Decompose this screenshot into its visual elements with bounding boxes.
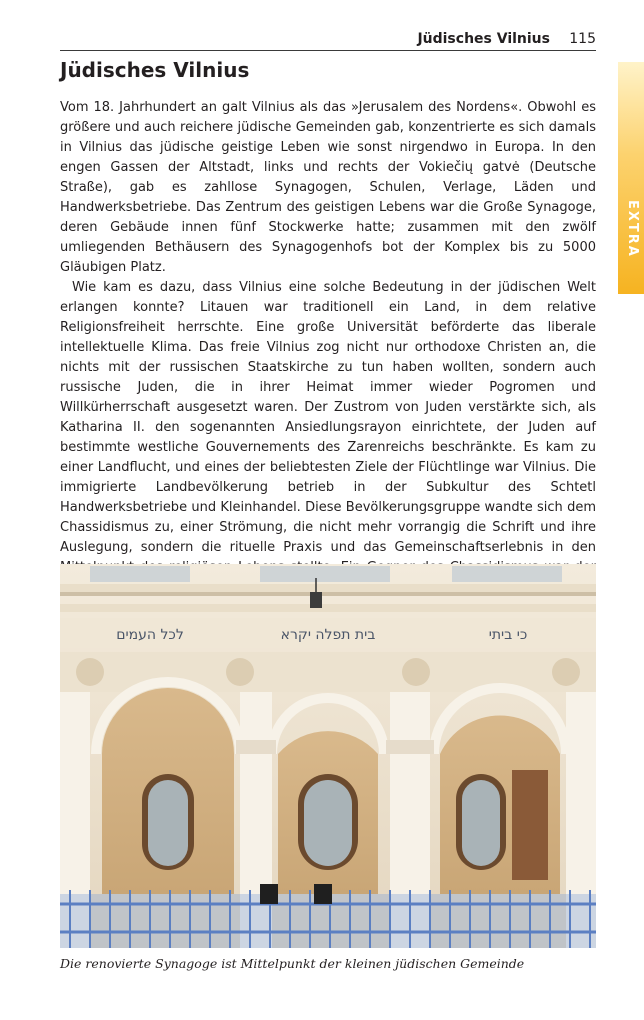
synagogue-facade-illustration	[60, 564, 596, 948]
paragraph-2: Wie kam es dazu, dass Vilnius eine solche Bedeutung in der jüdischen Welt erlangen konnte? Litauen war traditionell ein Land, in dem relative Religionsfreiheit herrschte. Eine große Universität beförderte das liberale intellektuelle Klima. Das freie Vilnius zog nicht nur orthodoxe Christen an, die nichts mit der russischen Staatskirche zu tun haben wollten, sondern auch russische Juden, die in ihrer Heimat immer wieder Pogromen und Willkürherrschaft ausgesetzt waren. Der Zustrom von Juden verstärkte sich, als Katharina II. den sogenannten Ansiedlungsrayon einrichtete, der Juden auf bestimmte westliche Gouvernements des Zarenreichs beschränkte. Es kam zu einer Landflucht, und eines der beliebtesten Ziele der Flüchtlinge war Vilnius. Die immigrierte Landbevölkerung betrieb in der Subkultur des Schtetl Handwerksbetriebe und Kleinhandel. Diese Bevölkerungsgruppe wandte sich dem Chassidismus zu, einer Strömung, die nicht mehr vorrangig die Schrift und ihre Auslegung, sondern die rituelle Praxis und das Gemeinschaftserlebnis in den	[60, 280, 596, 555]
article-body	[60, 98, 596, 618]
extra-side-tab	[618, 62, 644, 294]
inscription-right: כי ביתי	[488, 627, 528, 643]
paragraph-1: Vom 18. Jahrhundert an galt Vilnius als das »Jerusalem des Nordens«. Obwohl es größere und auch reichere jüdische Gemeinden gab, konzentrierte es sich damals in Vilnius das jüdische geistige Leben wie sonst nirgendwo in Europa. In den engen Gassen der Altstadt, links und rechts der Vokiečių gatvė (Deutsche Straße), gab es zahllose Synagogen, Schulen, Verlage, Läden und Handwerksbetriebe. Das Zentrum des geistigen Lebens war die Große Synagoge, deren Gebäude innen fünf Stockwerke hatte; zusammen mit den zwölf umliegenden Bethäusern des Synagogenhofs bot der Komplex bis zu 5000 Gläubigen Platz.	[60, 100, 596, 275]
inscription-left: לכל העמים	[116, 627, 184, 643]
chapter-title: Jüdisches Vilnius	[60, 58, 250, 82]
running-title: Jüdisches Vilnius	[417, 31, 550, 47]
inscription-center: בית תפלה יקרא	[280, 627, 376, 643]
photo-caption: Die renovierte Synagoge ist Mittelpunkt der kleinen jüdischen Gemeinde	[60, 956, 525, 971]
page-number: 115	[569, 31, 596, 47]
running-header	[60, 28, 596, 51]
synagogue-photo	[60, 564, 596, 948]
extra-tab-label: EXTRA	[625, 200, 640, 258]
